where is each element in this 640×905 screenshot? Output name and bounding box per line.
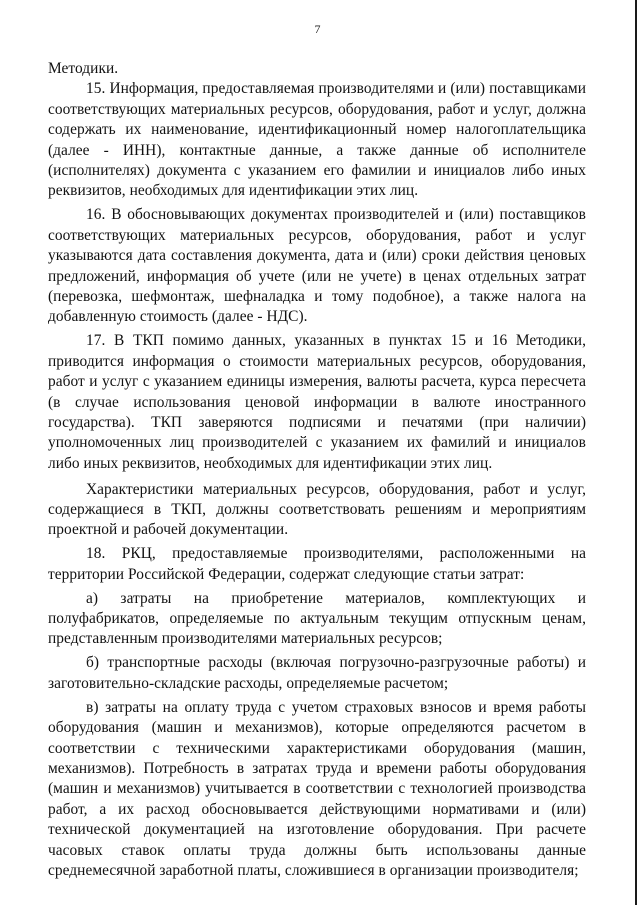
- paragraph-methodology-continuation: Методики.: [48, 60, 119, 77]
- document-body: [48, 59, 586, 881]
- page-number: 7: [314, 22, 321, 36]
- paragraph-18-item-a: а) затраты на приобретение материалов, комплектующих и полуфабрикатов, определяемые по актуальным текущим отпускным ценам, представленным производителями материальных ресурсов;: [48, 589, 586, 648]
- paragraph-15: 15. Информация, предоставляемая производителями и (или) поставщиками соответствующих материальных ресурсов, оборудования, работ и услуг, должна содержать их наименование, идентификационный номер налогоплательщика (далее - ИНН), контактные данные, а также данные об исполнителе (исполнителях) документа с указанием его фамилии и инициалов либо иных реквизитов, необходимых для идентификации этих лиц.: [48, 80, 586, 200]
- paragraph-17: 17. В ТКП помимо данных, указанных в пунктах 15 и 16 Методики, приводится информация о стоимости материальных ресурсов, оборудования, работ и услуг с указанием единицы измерения, валюты расчета, курса пересчета (в случае использования ценовой информации в валюте иностранного государства). ТКП заверяются подписями и печатями (при наличии) уполномоченных лиц производителей с указанием их фамилий и инициалов либо иных реквизитов, необходимых для идентификации этих лиц.: [48, 332, 586, 472]
- paragraph-16: 16. В обосновывающих документах производителей и (или) поставщиков соответствующих материальных ресурсов, оборудования, работ и услуг указываются дата составления документа, дата и (или) сроки действия ценовых предложений, информация об учете (или не учете) в ценах отдельных затрат (перевозка, шефмонтаж, шефналадка и тому подобное), а также налога на добавленную стоимость (далее - НДС).: [48, 206, 586, 326]
- paragraph-18: 18. РКЦ, предоставляемые производителями, расположенными на территории Российской Федерации, содержат следующие статьи затрат:: [48, 545, 586, 583]
- paragraph-18-item-v: в) затраты на оплату труда с учетом страховых взносов и время работы оборудования (машин и механизмов), которые определяются расчетом в соответствии с техническими характеристиками оборудования (машин, механизмов). Потребность в затратах труда и времени работы оборудования (машин и механизмов) учитывается в соответствии с технологией производства работ, а их расход обосновывается действующими нормативами и (или) технической документацией на изготовление оборудования. При расчете часовых ставок оплаты труда должны быть использованы данные среднемесячной заработной платы, сложившиеся в организации производителя;: [48, 698, 586, 879]
- paragraph-characteristics: Характеристики материальных ресурсов, оборудования, работ и услуг, содержащиеся в ТКП, должны соответствовать решениям и мероприятиям проектной и рабочей документации.: [48, 480, 586, 539]
- paragraph-18-item-b: б) транспортные расходы (включая погрузочно-разгрузочные работы) и заготовительно-складские расходы, определяемые расчетом;: [48, 654, 586, 692]
